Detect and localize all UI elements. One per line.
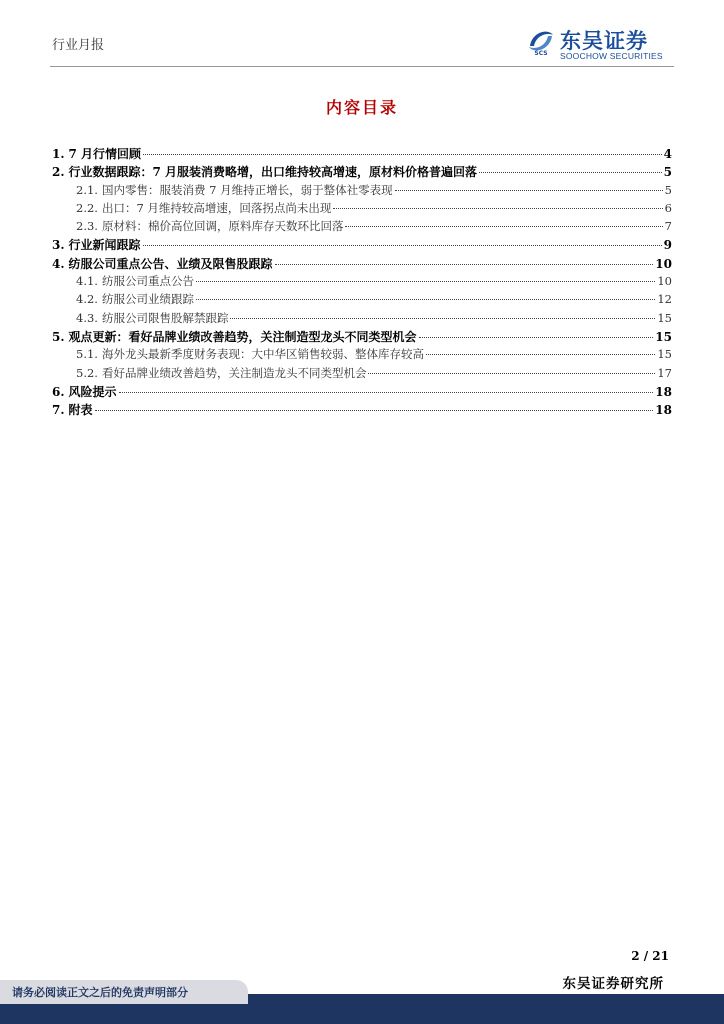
toc-subentry[interactable] — [52, 273, 672, 291]
toc-subentry[interactable] — [52, 310, 672, 328]
company-logo — [526, 24, 676, 64]
footer-disclaimer: 请务必阅读正文之后的免责声明部分 — [12, 986, 188, 999]
toc-entry-number: 6. — [52, 384, 65, 399]
toc-leader-dots — [196, 281, 655, 282]
toc-entry-title: 附表 — [68, 403, 93, 418]
toc-entry-title: 行业新闻跟踪 — [68, 238, 141, 253]
toc-entry-number: 4. — [52, 256, 65, 271]
toc-entry-page: 7 — [664, 219, 672, 234]
toc-leader-dots — [143, 245, 662, 246]
toc-leader-dots — [333, 208, 662, 209]
toc-entry-title: 海外龙头最新季度财务表现：大中华区销售较弱、整体库存较高 — [101, 347, 424, 362]
toc-entry-page: 10 — [657, 274, 672, 289]
logo-mark-text: SCS — [534, 50, 548, 56]
toc-entry-number: 5.1. — [76, 347, 98, 362]
toc-entry-number: 7. — [52, 403, 65, 418]
document-type-label: 行业月报 — [52, 38, 105, 53]
toc-entry-page: 5 — [664, 182, 672, 197]
toc-entry-page: 18 — [655, 384, 672, 399]
toc-leader-dots — [196, 299, 655, 300]
soochow-logo-icon — [526, 26, 556, 56]
toc-entry-number: 4.1. — [76, 274, 98, 289]
toc-entry-number: 2.2. — [76, 200, 98, 215]
toc-leader-dots — [395, 190, 663, 191]
toc-entry-page: 9 — [663, 238, 672, 253]
toc-entry-title: 纺服公司限售股解禁跟踪 — [101, 310, 229, 325]
toc-entry-page: 10 — [655, 256, 672, 271]
toc-leader-dots — [479, 172, 662, 173]
toc-entry-page: 4 — [663, 147, 672, 161]
toc-title: 内容目录 — [325, 98, 398, 117]
toc-entry-number: 1. — [52, 147, 65, 161]
toc-leader-dots — [119, 392, 654, 393]
toc-entry-title: 纺服公司业绩跟踪 — [101, 292, 194, 307]
toc-leader-dots — [95, 410, 654, 411]
toc-leader-dots — [275, 264, 654, 265]
toc-entry-page: 6 — [664, 200, 672, 215]
toc-entry-number: 5. — [52, 329, 65, 344]
toc-entry[interactable] — [52, 163, 672, 181]
toc-entry[interactable] — [52, 328, 672, 346]
toc-entry-number: 4.3. — [76, 310, 98, 325]
toc-subentry[interactable] — [52, 218, 672, 236]
toc-subentry[interactable] — [52, 291, 672, 309]
toc-entry-page: 15 — [657, 310, 672, 325]
toc-entry-page: 15 — [657, 347, 672, 362]
toc-entry-title: 国内零售：服装消费 7 月维持正增长，弱于整体社零表现 — [101, 182, 393, 197]
toc-subentry[interactable] — [52, 346, 672, 364]
toc-entry-title: 看好品牌业绩改善趋势，关注制造龙头不同类型机会 — [101, 365, 367, 380]
toc-subentry[interactable] — [52, 182, 672, 200]
toc-leader-dots — [419, 337, 654, 338]
toc-entry-title: 观点更新：看好品牌业绩改善趋势，关注制造型龙头不同类型机会 — [68, 329, 417, 344]
toc-entry-page: 5 — [663, 165, 672, 180]
toc-subentry[interactable] — [52, 200, 672, 218]
toc-entry-title: 原材料：棉价高位回调，原料库存天数环比回落 — [101, 219, 344, 234]
logo-chinese-name: 东吴证券 — [560, 29, 648, 53]
toc-entry-page: 15 — [655, 329, 672, 344]
logo-english-name: SOOCHOW SECURITIES — [560, 51, 663, 61]
toc-entry-number: 5.2. — [76, 365, 98, 380]
toc-entry-number: 4.2. — [76, 292, 98, 307]
toc-entry-title: 行业数据跟踪：7 月服装消费略增，出口维持较高增速，原材料价格普遍回落 — [68, 165, 478, 180]
toc-leader-dots — [426, 354, 655, 355]
toc-entry-number: 2. — [52, 165, 65, 180]
toc-entry-page: 18 — [655, 403, 672, 418]
page-indicator: 2 / 21 — [631, 949, 669, 963]
toc-entry[interactable] — [52, 236, 672, 254]
header-divider — [50, 66, 674, 67]
toc-entry-number: 2.1. — [76, 182, 98, 197]
toc-entry-page: 12 — [657, 292, 672, 307]
toc-entry[interactable] — [52, 401, 672, 419]
toc-entry-number: 3. — [52, 238, 65, 253]
toc-subentry[interactable] — [52, 365, 672, 383]
toc-entry-number: 2.3. — [76, 219, 98, 234]
toc-entry[interactable] — [52, 255, 672, 273]
toc-leader-dots — [143, 154, 662, 155]
toc-leader-dots — [368, 373, 655, 374]
toc-entry-title: 风险提示 — [68, 384, 117, 399]
footer-organization: 东吴证券研究所 — [562, 976, 664, 992]
toc-entry-title: 出口：7 月维持较高增速，回落拐点尚未出现 — [101, 200, 332, 215]
table-of-contents — [52, 145, 672, 419]
toc-leader-dots — [345, 226, 662, 227]
toc-entry-title: 纺服公司重点公告 — [101, 274, 194, 289]
toc-entry-page: 17 — [657, 365, 672, 380]
toc-entry[interactable] — [52, 145, 672, 163]
toc-entry-title: 7 月行情回顾 — [68, 147, 142, 161]
toc-entry[interactable] — [52, 383, 672, 401]
toc-entry-title: 纺服公司重点公告、业绩及限售股跟踪 — [68, 256, 273, 271]
toc-leader-dots — [230, 318, 655, 319]
